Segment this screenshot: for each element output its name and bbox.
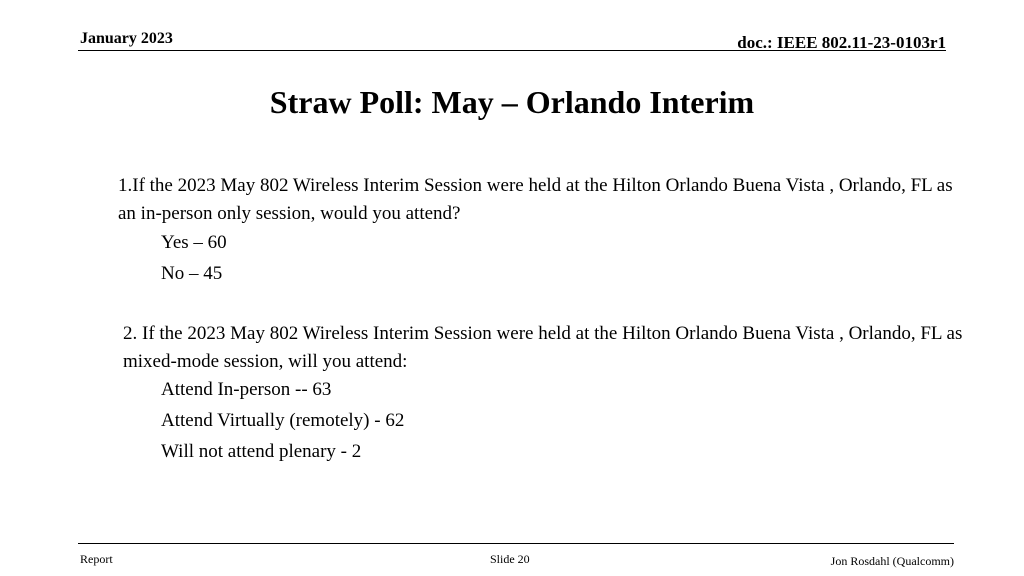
footer-report-label: Report (80, 552, 113, 566)
question-2-option-virtual: Attend Virtually (remotely) - 62 (161, 410, 405, 431)
question-2-text: 2. If the 2023 May 802 Wireless Interim Session were held at the Hilton Orlando Buena Vista , Orlando, FL as mixed-mode session, will you attend: (123, 323, 963, 372)
header-date: January 2023 (80, 30, 173, 47)
question-2-options (161, 374, 404, 467)
question-2-option-not-attend: Will not attend plenary - 2 (161, 441, 362, 462)
question-1-options (161, 227, 227, 289)
header-doc-id: doc.: IEEE 802.11-23-0103r1 (737, 33, 946, 52)
footer-author: Jon Rosdahl (Qualcomm) (830, 554, 954, 568)
slide-title: Straw Poll: May – Orlando Interim (269, 84, 755, 120)
footer-slide-number: Slide 20 (490, 552, 530, 566)
footer-divider (78, 543, 954, 544)
question-2-option-in-person: Attend In-person -- 63 (161, 379, 332, 400)
header-divider (78, 50, 946, 51)
question-1-text: 1.If the 2023 May 802 Wireless Interim Session were held at the Hilton Orlando Buena Vista , Orlando, FL as an in-person only session, would you attend? (118, 175, 953, 224)
question-1-option-no: No – 45 (161, 263, 223, 284)
question-1-option-yes: Yes – 60 (161, 232, 227, 253)
